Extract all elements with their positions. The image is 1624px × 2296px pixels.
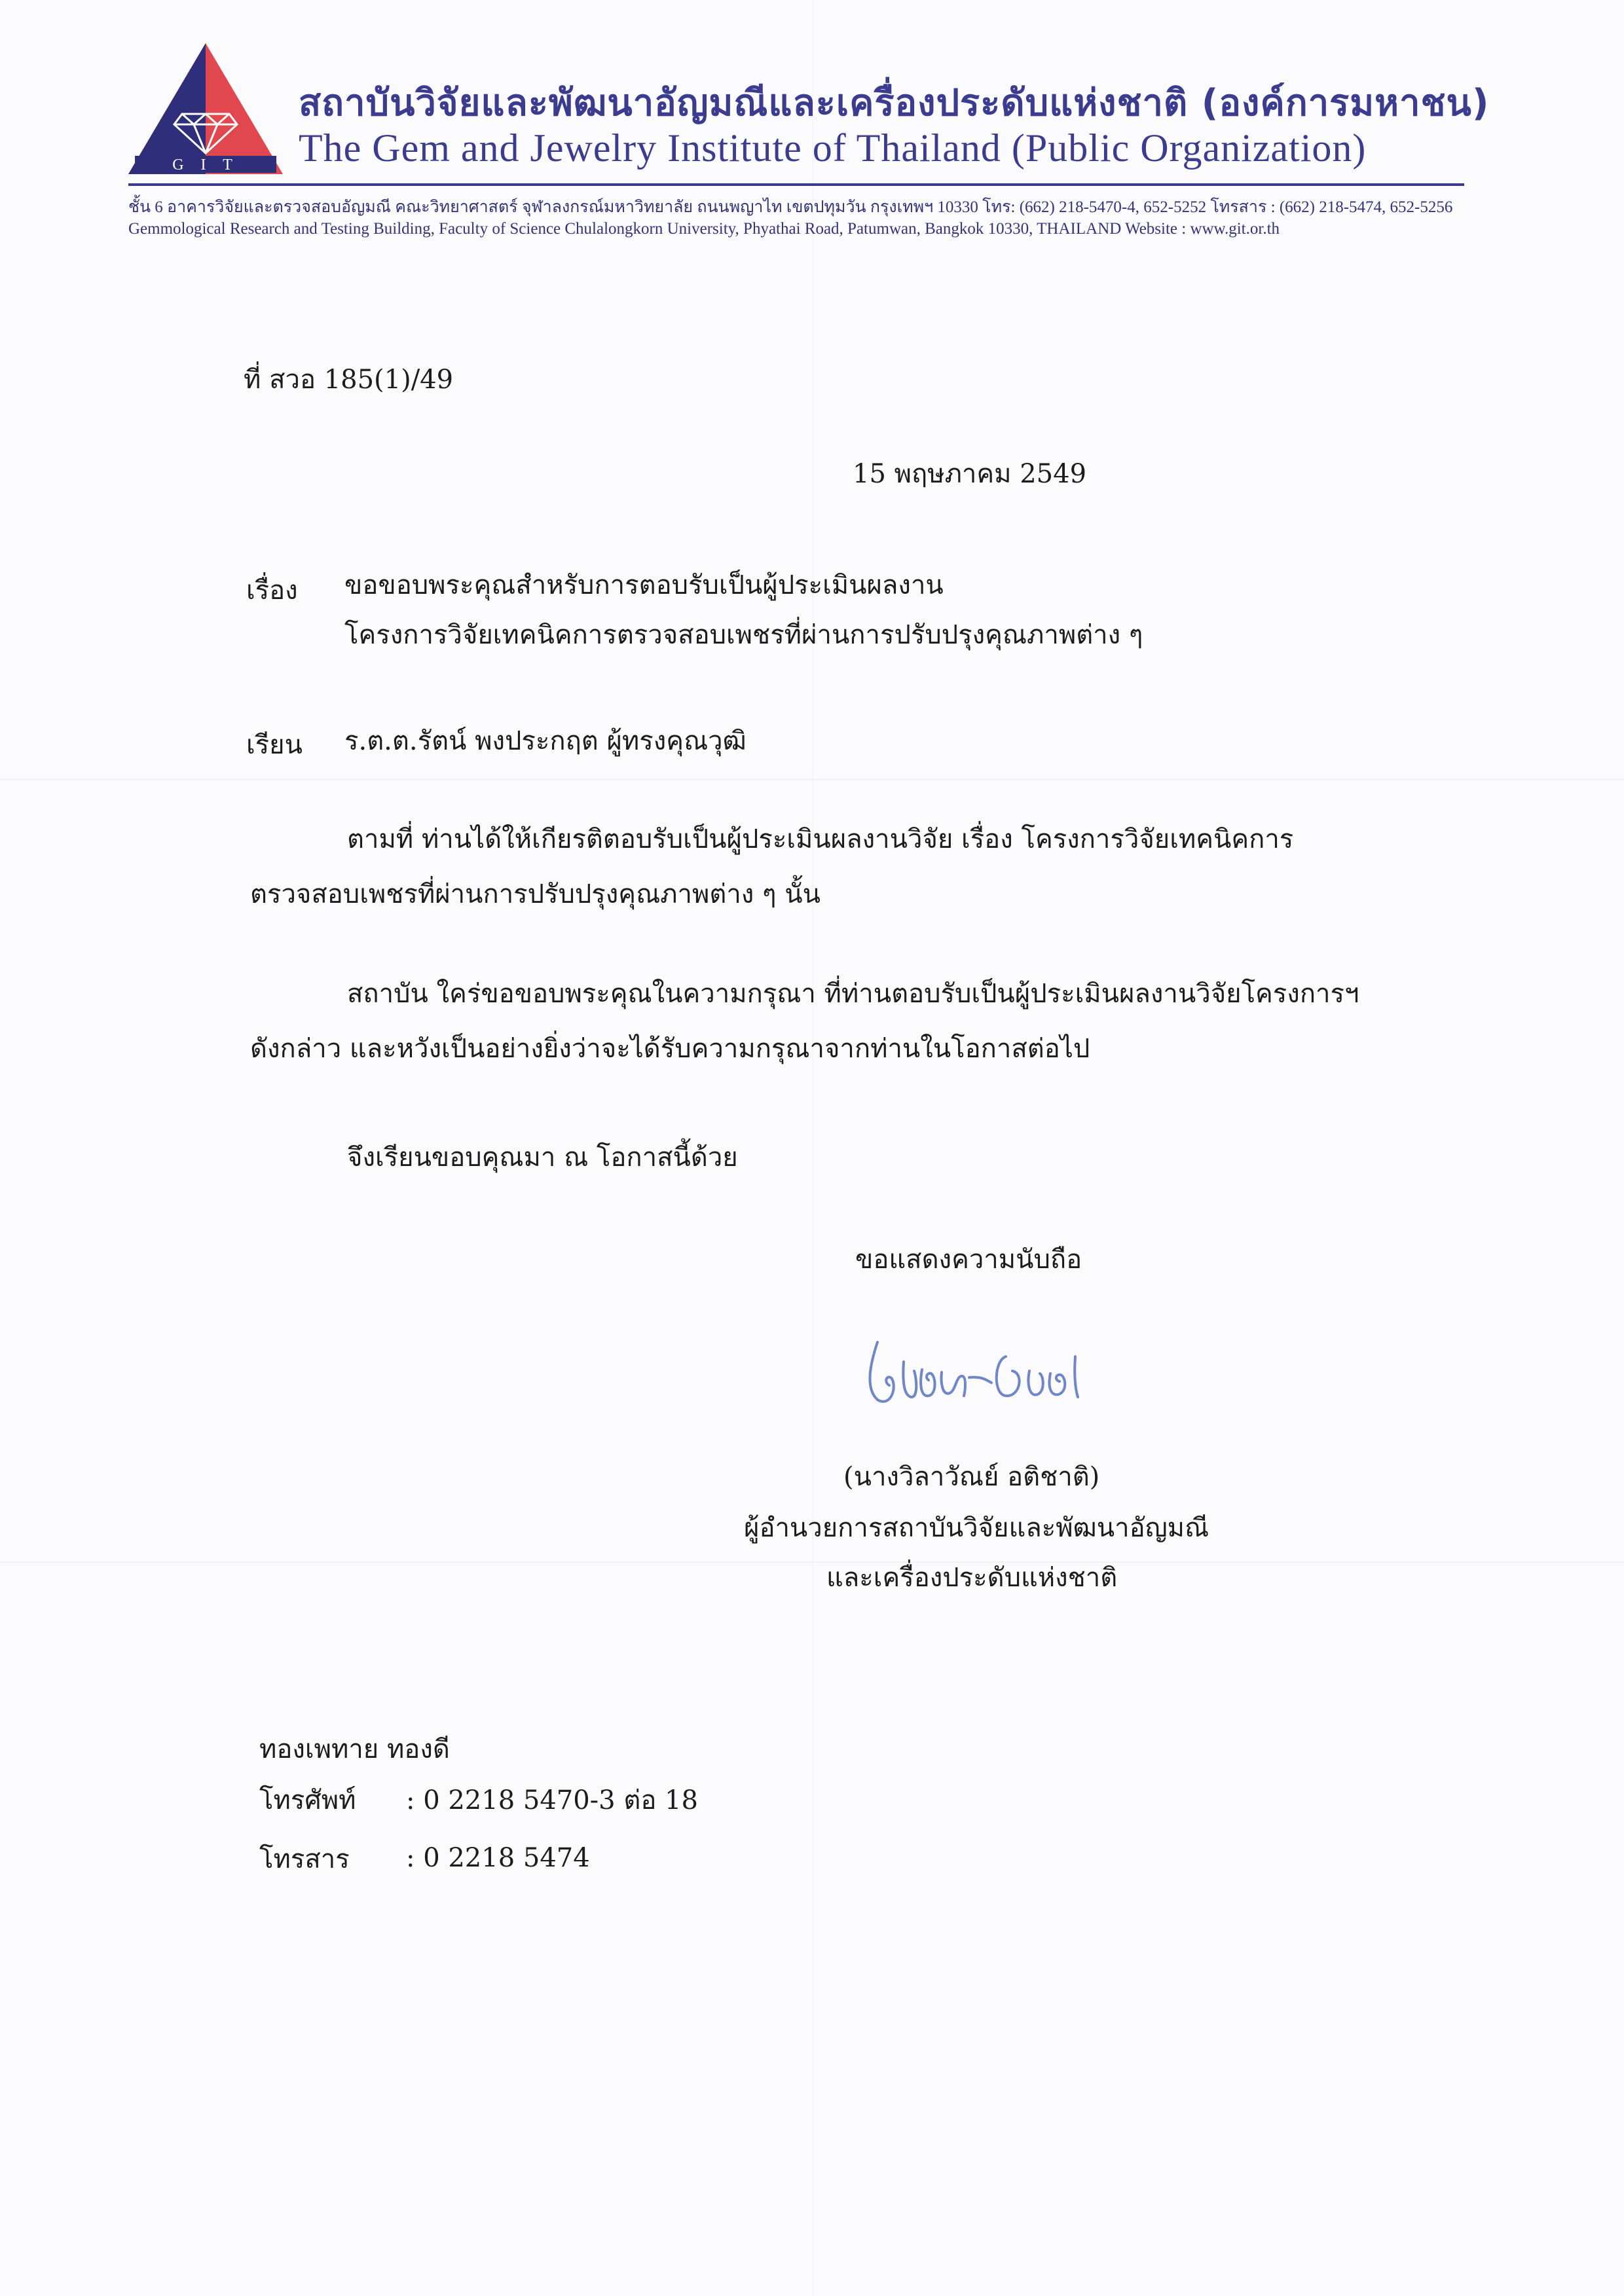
fax-label: โทรสาร <box>259 1844 350 1874</box>
logo-text: G I T <box>172 156 239 173</box>
subject-line-1: ขอขอบพระคุณสำหรับการตอบรับเป็นผู้ประเมินผลงาน <box>344 570 944 600</box>
address-english: Gemmological Research and Testing Building, Faculty of Science Chulalongkorn University, Phyathai Road, Patumwan, Bangkok 10330, THAILAND Website : www.git.or.th <box>128 220 1280 238</box>
paragraph-2-line-2: ดังกล่าว และหวังเป็นอย่างยิ่งว่าจะได้รับความกรุณาจากท่านในโอกาสต่อไป <box>250 1034 1090 1064</box>
git-logo <box>128 43 283 174</box>
signer-title-line-1: ผู้อำนวยการสถาบันวิจัยและพัฒนาอัญมณี <box>744 1513 1209 1543</box>
signer-name: (นางวิลาวัณย์ อติชาติ) <box>843 1462 1100 1492</box>
paper-fold-line <box>812 0 813 2296</box>
recipient-name: ร.ต.ต.รัตน์ พงประกฤต ผู้ทรงคุณวุฒิ <box>344 726 747 756</box>
subject-label: เรื่อง <box>246 575 298 606</box>
reference-number: ที่ สวอ 185(1)/49 <box>244 365 454 395</box>
closing-text: ขอแสดงความนับถือ <box>855 1245 1082 1275</box>
handwritten-signature <box>851 1316 1126 1421</box>
org-name-thai: สถาบันวิจัยและพัฒนาอัญมณีและเครื่องประดับแห่งชาติ (องค์การมหาชน) <box>299 82 1490 124</box>
paragraph-3: จึงเรียนขอบคุณมา ณ โอกาสนี้ด้วย <box>347 1142 738 1173</box>
letter-date: 15 พฤษภาคม 2549 <box>853 459 1087 489</box>
paragraph-1-line-2: ตรวจสอบเพชรที่ผ่านการปรับปรุงคุณภาพต่าง ๆ นั้น <box>250 879 821 909</box>
paragraph-1-line-1: ตามที่ ท่านได้ให้เกียรติตอบรับเป็นผู้ประเมินผลงานวิจัย เรื่อง โครงการวิจัยเทคนิคการ <box>347 824 1294 854</box>
subject-line-2: โครงการวิจัยเทคนิคการตรวจสอบเพชรที่ผ่านการปรับปรุงคุณภาพต่าง ๆ <box>344 620 1143 650</box>
phone-number: : 0 2218 5470-3 ต่อ 18 <box>406 1785 698 1815</box>
fax-number: : 0 2218 5474 <box>406 1843 590 1873</box>
signer-title-line-2: และเครื่องประดับแห่งชาติ <box>826 1563 1118 1593</box>
letterhead-divider <box>128 183 1464 186</box>
phone-label: โทรศัพท์ <box>259 1785 356 1815</box>
address-thai: ชั้น 6 อาคารวิจัยและตรวจสอบอัญมณี คณะวิทยาศาสตร์ จุฬาลงกรณ์มหาวิทยาลัย ถนนพญาไท เขตปทุมวัน กรุงเทพฯ 10330 โทร: (662) 218-5470-4, 652-5252 โทรสาร : (662) 218-5474, 652-5256 <box>128 198 1453 216</box>
recipient-label: เรียน <box>246 730 303 760</box>
contact-name: ทองเพทาย ทองดี <box>259 1734 450 1764</box>
org-name-english: The Gem and Jewelry Institute of Thailand (Public Organization) <box>299 126 1367 170</box>
paragraph-2-line-1: สถาบัน ใคร่ขอขอบพระคุณในความกรุณา ที่ท่านตอบรับเป็นผู้ประเมินผลงานวิจัยโครงการฯ <box>347 979 1359 1009</box>
